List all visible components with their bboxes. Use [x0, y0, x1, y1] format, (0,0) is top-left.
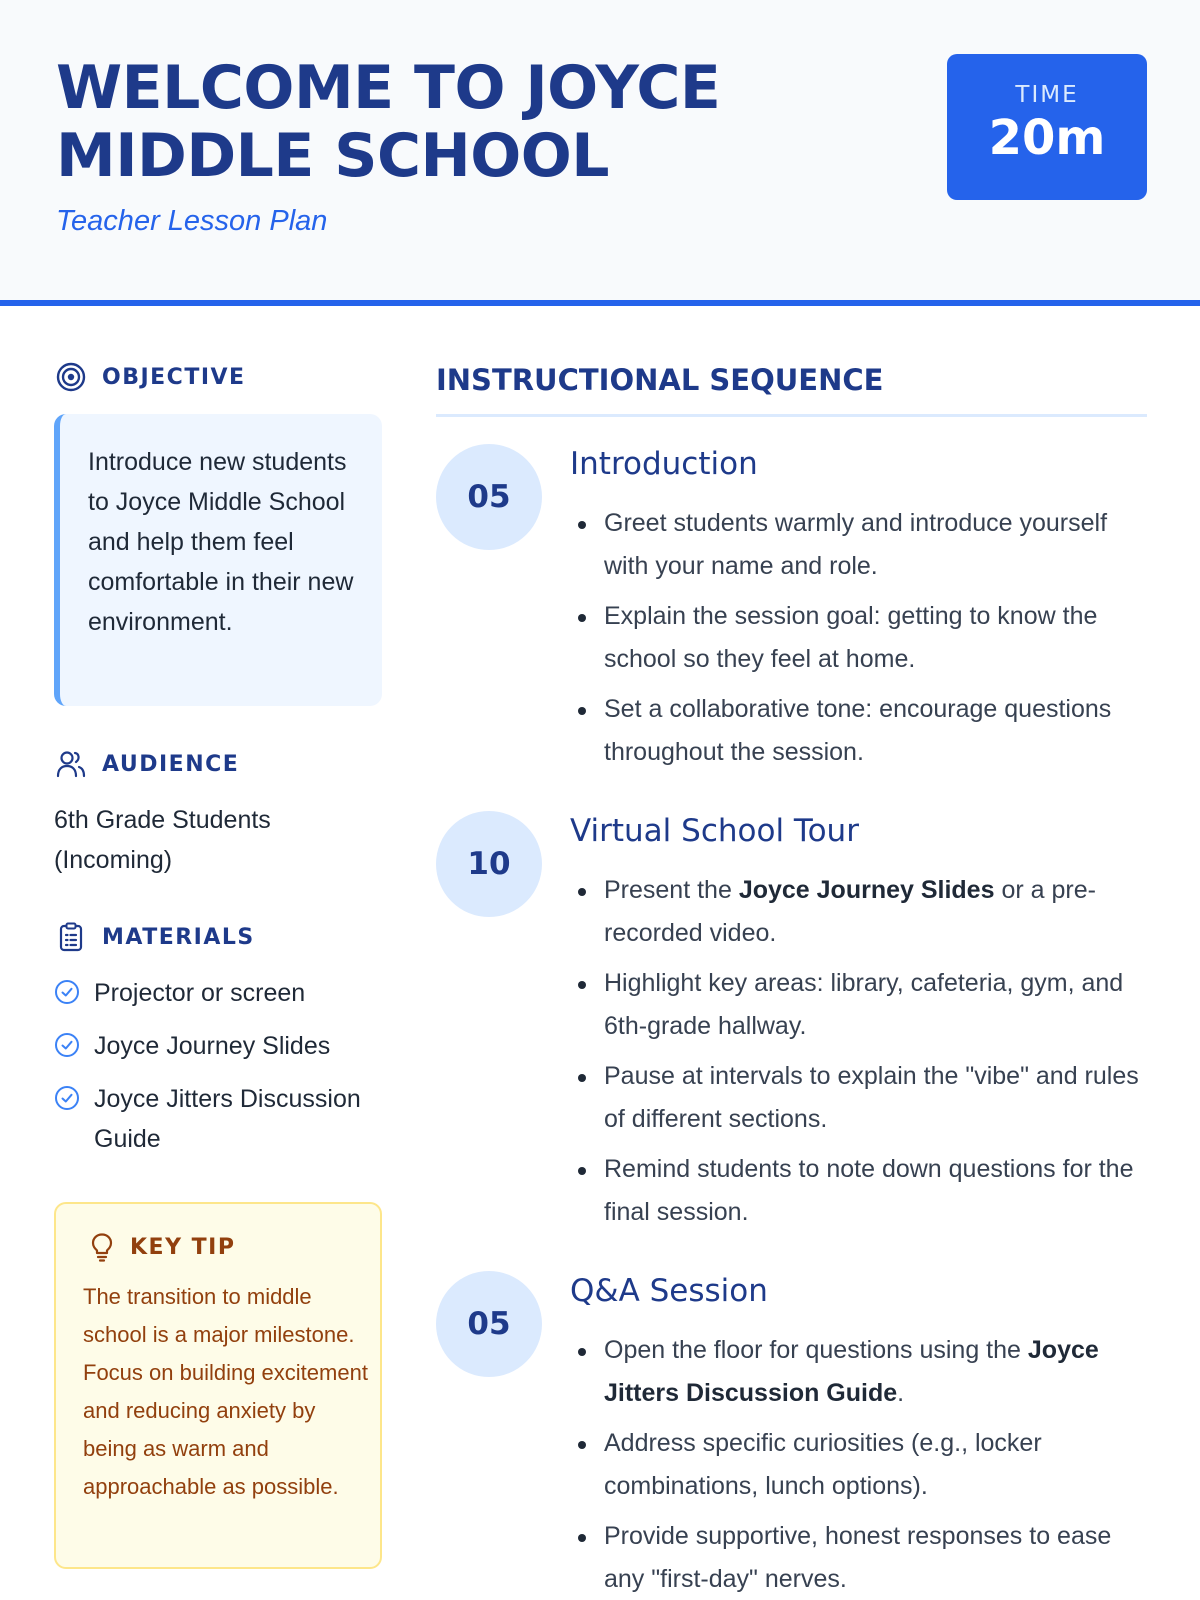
bullet-text: Open the floor for questions using the: [604, 1336, 1028, 1364]
list-item: [570, 869, 1150, 955]
target-icon: [56, 362, 86, 392]
materials-list: [54, 973, 384, 1172]
bullet-bold-text: Joyce Journey Slides: [738, 876, 995, 904]
time-value: 20m: [988, 110, 1106, 166]
list-item: [570, 502, 1150, 588]
objective-heading: [56, 362, 246, 392]
step-title: Introduction: [570, 446, 758, 482]
check-circle-icon: [54, 979, 82, 1007]
page-subtitle: Teacher Lesson Plan: [56, 205, 328, 237]
step-bullets: [570, 1329, 1150, 1600]
list-item: [570, 962, 1150, 1048]
bullet-text: Greet students warmly and introduce yourself with your name and role.: [604, 509, 1108, 580]
list-item: [570, 688, 1150, 774]
material-label: Projector or screen: [94, 979, 306, 1007]
list-item: [54, 973, 384, 1013]
check-circle-icon: [54, 1085, 82, 1113]
list-item: [570, 595, 1150, 681]
step-minutes-badge: 10: [436, 811, 542, 917]
list-item: [570, 1422, 1150, 1508]
page-title: WELCOME TO JOYCE MIDDLE SCHOOL: [56, 53, 721, 191]
header: [0, 0, 1200, 306]
list-item: [570, 1329, 1150, 1415]
bullet-text: Remind students to note down questions for the final session.: [604, 1155, 1134, 1226]
list-item: [54, 1079, 384, 1159]
key-tip-box: [54, 1202, 382, 1569]
step-bullets: [570, 502, 1150, 781]
step-bullets: [570, 869, 1150, 1241]
key-tip-text: The transition to middle school is a major milestone. Focus on building excitement and reducing anxiety by being as warm and approachable as possible.: [83, 1284, 368, 1499]
objective-box: [54, 414, 382, 706]
bullet-text: Address specific curiosities (e.g., locker combinations, lunch options).: [604, 1429, 1042, 1500]
check-circle-icon: [54, 1032, 82, 1060]
users-icon: [56, 749, 86, 779]
step-title: Virtual School Tour: [570, 813, 859, 849]
key-tip-heading: [88, 1232, 235, 1262]
bullet-text: .: [897, 1379, 905, 1407]
bullet-text: Present the: [604, 876, 739, 904]
list-item: [570, 1055, 1150, 1141]
sequence-divider: [436, 414, 1147, 417]
bullet-text: Set a collaborative tone: encourage questions throughout the session.: [604, 695, 1112, 766]
material-label: Joyce Journey Slides: [94, 1032, 331, 1060]
materials-heading-label: MATERIALS: [102, 924, 255, 950]
sequence-heading: INSTRUCTIONAL SEQUENCE: [436, 363, 884, 397]
audience-heading: [56, 749, 239, 779]
objective-text: Introduce new students to Joyce Middle School and help them feel comfortable in their new environment.: [88, 448, 354, 636]
list-item: [570, 1515, 1150, 1600]
bullet-text: Pause at intervals to explain the "vibe" and rules of different sections.: [604, 1062, 1139, 1133]
bullet-bold-text: Joyce Jitters Discussion Guide: [604, 1336, 1099, 1407]
audience-text: 6th Grade Students (Incoming): [54, 806, 271, 874]
bullet-text: Explain the session goal: getting to know the school so they feel at home.: [604, 602, 1098, 673]
time-badge: [947, 54, 1147, 200]
bullet-text: Highlight key areas: library, cafeteria, gym, and 6th-grade hallway.: [604, 969, 1124, 1040]
objective-heading-label: OBJECTIVE: [102, 364, 246, 390]
clipboard-icon: [56, 922, 86, 952]
bullet-text: Provide supportive, honest responses to ease any "first-day" nerves.: [604, 1522, 1112, 1593]
list-item: [54, 1026, 384, 1066]
bullet-text: or a pre-recorded video.: [604, 876, 1096, 947]
step-minutes-badge: 05: [436, 444, 542, 550]
material-label: Joyce Jitters Discussion Guide: [94, 1085, 361, 1153]
materials-heading: [56, 922, 255, 952]
step-minutes-badge: 05: [436, 1271, 542, 1377]
time-label: TIME: [1015, 82, 1079, 108]
step-title: Q&A Session: [570, 1273, 768, 1309]
list-item: [570, 1148, 1150, 1234]
key-tip-heading-label: KEY TIP: [130, 1234, 236, 1260]
audience-heading-label: AUDIENCE: [102, 751, 240, 777]
lightbulb-icon: [88, 1232, 116, 1262]
